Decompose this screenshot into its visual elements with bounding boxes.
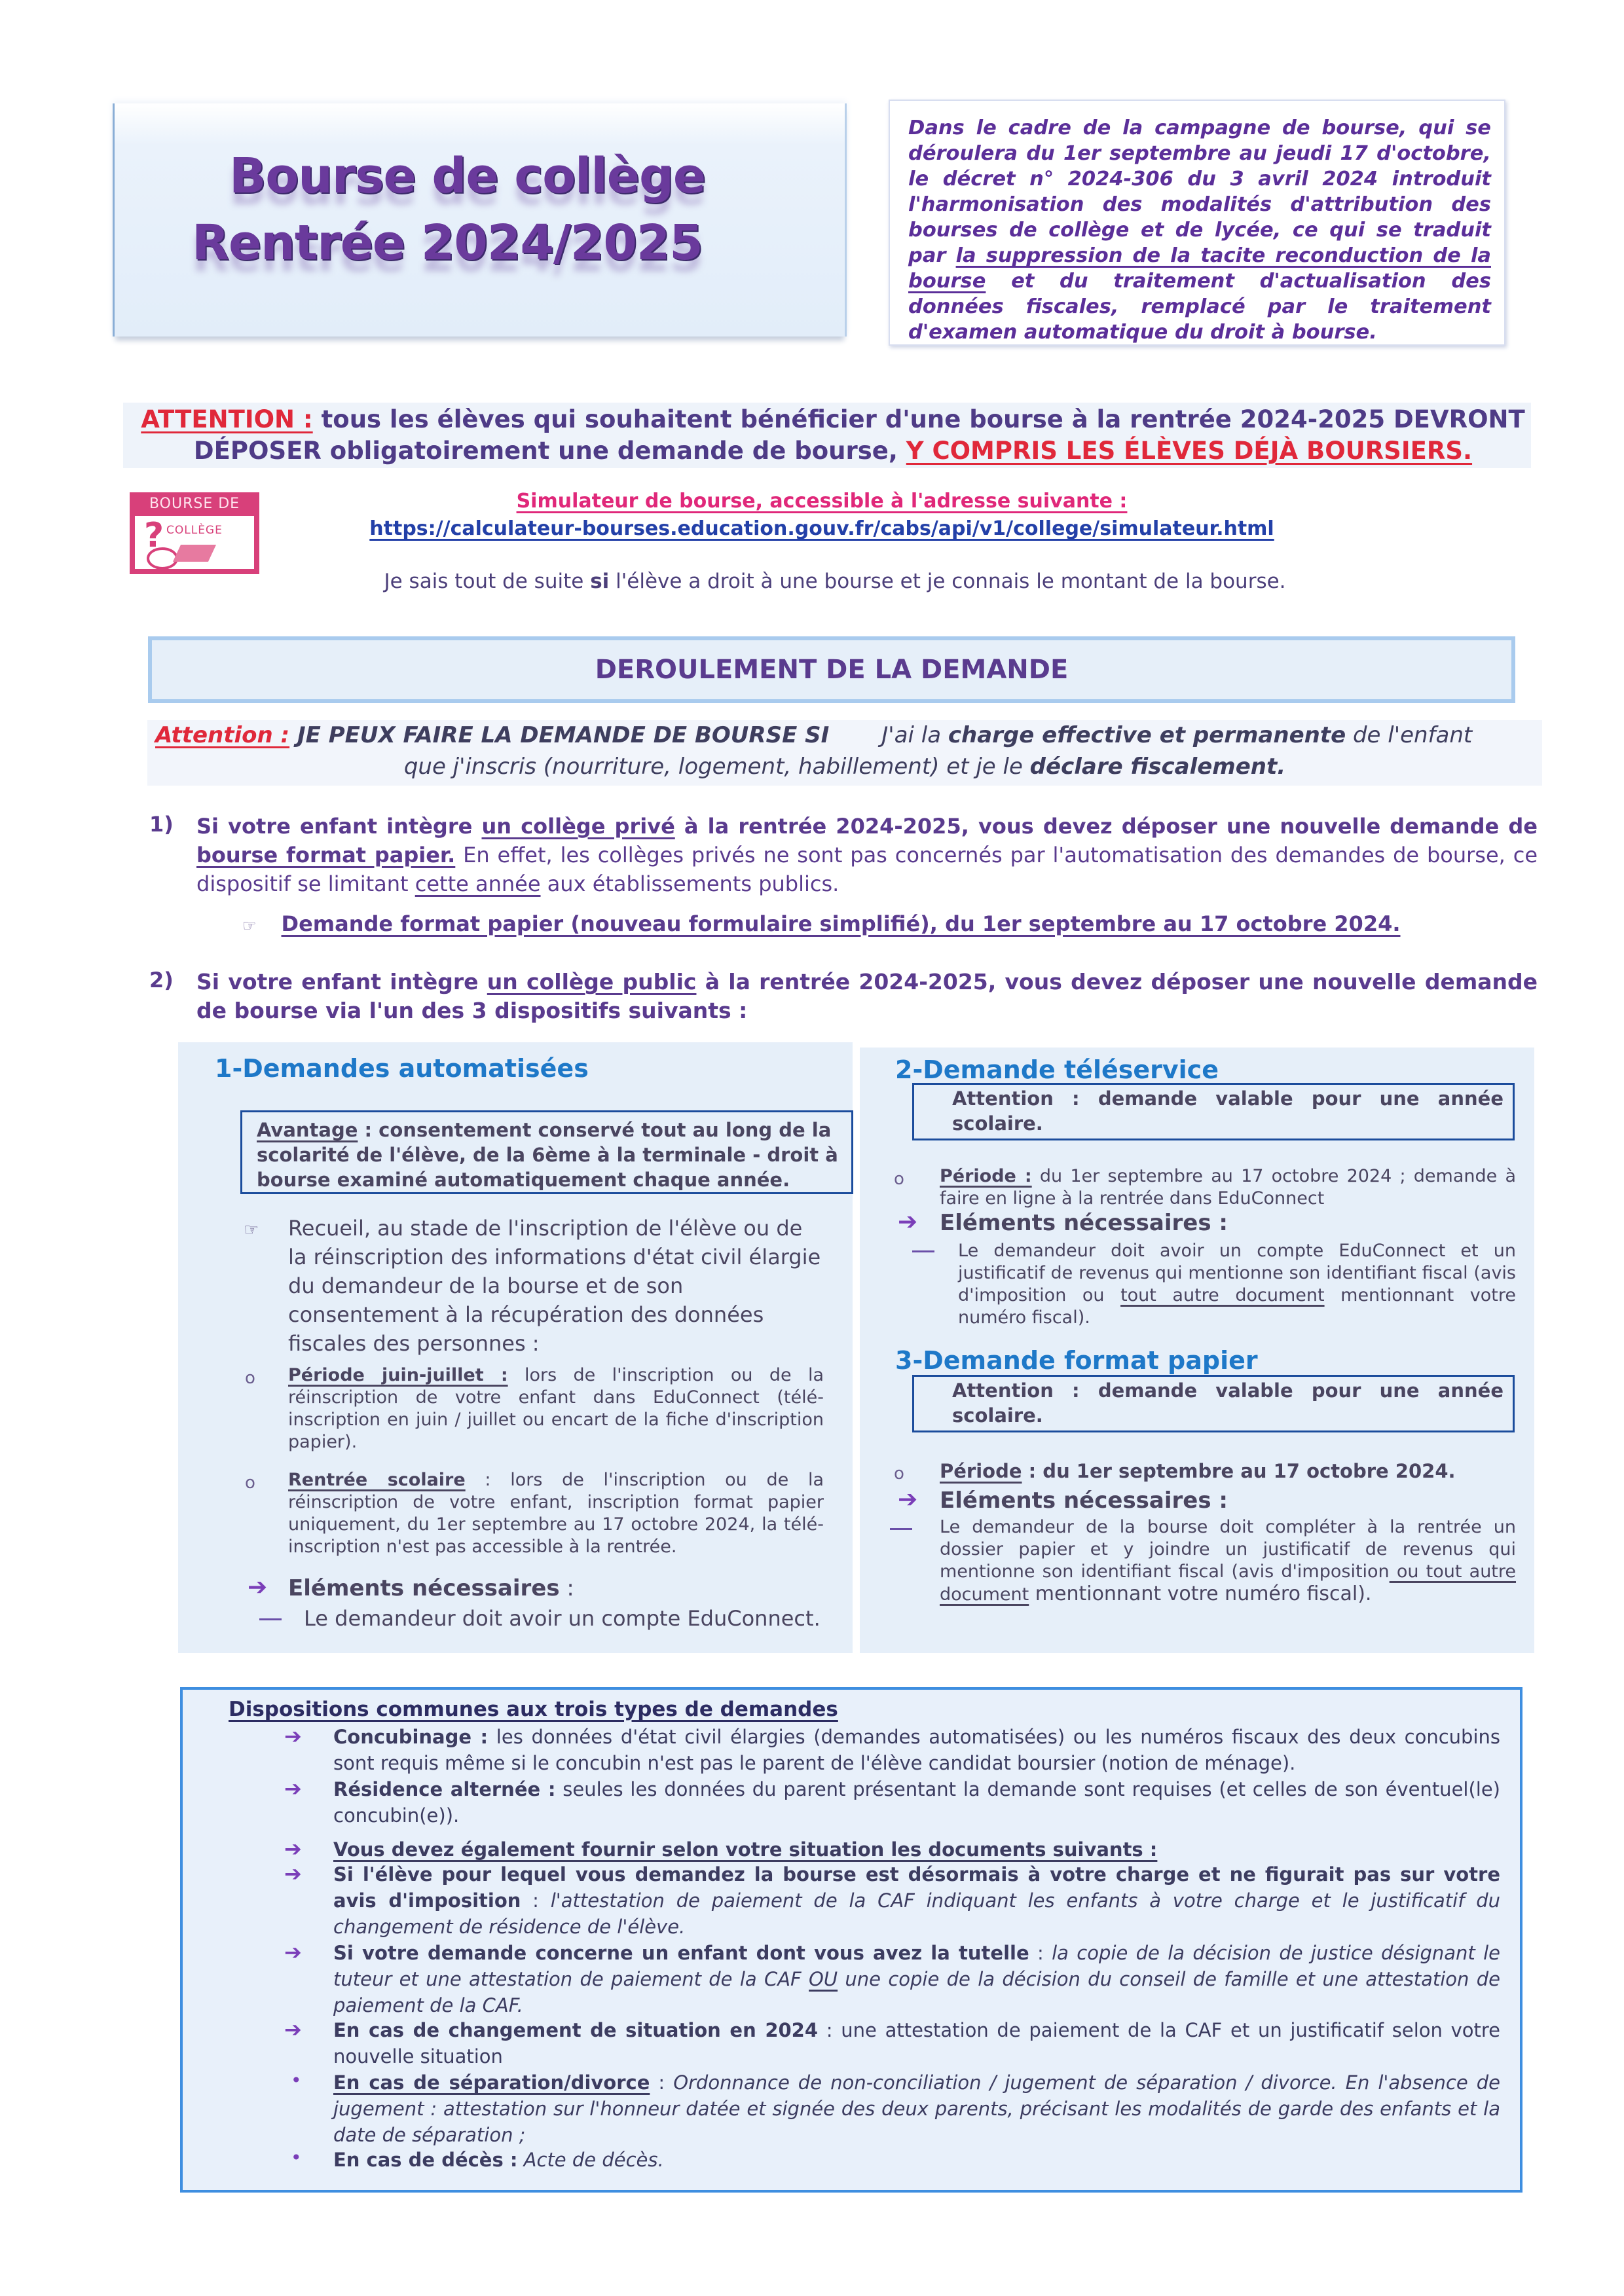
deces-label: En cas de décès : xyxy=(333,2149,518,2171)
common-provisions-box xyxy=(180,1687,1522,2193)
item-body xyxy=(196,968,1538,1025)
tutelle-text-a: la copie de la décision de justice désignant le tuteur et une attestation de paiement de la CAF xyxy=(333,1942,1501,1990)
graduation-cap-icon xyxy=(173,545,216,562)
bullet-icon: • xyxy=(291,2069,302,2091)
charge-label: Si l'élève pour lequel vous demandez la bourse est désormais à votre charge et ne figurait pas sur votre avis d'imposition xyxy=(333,1863,1500,1912)
tutelle-colon: : xyxy=(1029,1942,1052,1964)
online-elements-u: tout autre document xyxy=(1120,1285,1325,1305)
question-mark-icon: ? xyxy=(144,516,164,555)
concubinage-text: les données d'état civil élargies (demandes automatisées) ou les numéros fiscaux des deux concubins sont requis même si le concubin n'est pas le parent de l'élève candidat boursier (notion de ménage). xyxy=(333,1726,1500,1774)
arrow-right-icon: ➔ xyxy=(284,1836,302,1861)
documents-title: Vous devez également fournir selon votre situation les documents suivants : xyxy=(333,1838,1158,1861)
circle-bullet-icon: o xyxy=(245,1473,255,1493)
changement-label: En cas de changement de situation en 2024 xyxy=(333,2019,819,2041)
paper-request-title: 3-Demande format papier xyxy=(895,1346,1258,1375)
item2-b: un collège public xyxy=(487,969,697,994)
title-box xyxy=(113,103,847,337)
arrow-right-icon: ➔ xyxy=(284,1861,302,1886)
tutelle-text-b: une copie de la décision du conseil de famille et une attestation de paiement de la CAF. xyxy=(333,1968,1500,2016)
intro-box xyxy=(889,100,1505,346)
arrow-right-icon: ➔ xyxy=(284,1776,302,1801)
circle-bullet-icon: o xyxy=(894,1464,904,1484)
paper-request-text: Demande format papier (nouveau formulaire simplifié), du 1er septembre au 17 octobre 2024. xyxy=(281,911,1401,936)
provision-residence xyxy=(333,1776,1500,1829)
item2-c: à la rentrée 2024-2025, vous devez déposer une nouvelle demande de bourse via l'un des 3 dispositifs suivants : xyxy=(196,969,1538,1023)
item1-f: cette année xyxy=(415,871,541,896)
arrow-right-icon: ➔ xyxy=(284,2017,302,2042)
online-period-text: du 1er septembre au 17 octobre 2024 ; demande à faire en ligne à la rentrée dans EduConnect xyxy=(940,1166,1516,1209)
separation-label: En cas de séparation/divorce xyxy=(333,2071,650,2094)
advantage-box xyxy=(240,1110,853,1194)
bullet-icon: • xyxy=(291,2147,302,2168)
period-june-july xyxy=(288,1364,824,1453)
condition-line-2 xyxy=(147,752,1542,782)
arrow-right-icon: ➔ xyxy=(284,1724,302,1749)
online-period xyxy=(940,1165,1516,1210)
simulator-link[interactable]: https://calculateur-bourses.education.gouv.fr/cabs/api/v1/college/simulateur.html xyxy=(369,517,1274,540)
paper-period-text: : du 1er septembre au 17 octobre 2024. xyxy=(1022,1460,1456,1482)
online-attention-box: Attention : demande valable pour une année scolaire. xyxy=(912,1083,1515,1140)
intro-text-emphasis: la suppression de la tacite reconduction de la bourse xyxy=(908,244,1491,293)
pointing-hand-icon: ☞ xyxy=(242,917,257,935)
online-elements-title: Eléments nécessaires : xyxy=(940,1210,1228,1236)
simulator-note-start: Je sais tout de suite xyxy=(384,570,591,593)
period-back-to-school-label: Rentrée scolaire xyxy=(288,1470,466,1490)
charge-text: l'attestation de paiement de la CAF indiquant les enfants à votre charge et le justificatif du changement de résidence de l'élève. xyxy=(333,1889,1500,1938)
charge-colon: : xyxy=(521,1889,551,1912)
simulator-title: Simulateur de bourse, accessible à l'adresse suivante : xyxy=(516,490,1128,513)
paper-period xyxy=(940,1460,1516,1482)
dash-icon xyxy=(912,1250,934,1252)
condition-attention-label: Attention : xyxy=(155,722,290,748)
arrow-right-icon: ➔ xyxy=(284,1940,302,1965)
list-item-private-college xyxy=(149,812,1538,898)
paper-elements-text xyxy=(940,1516,1516,1606)
item1-a: Si votre enfant intègre xyxy=(196,814,482,839)
condition-text-c: de l'enfant xyxy=(1346,722,1473,748)
online-elements-a: Le demandeur doit avoir un compte EduConnect et un justificatif de revenus qui mentionne son identifiant fiscal (avis d'imposition ou xyxy=(958,1241,1516,1305)
automated-requests-title: 1-Demandes automatisées xyxy=(215,1054,589,1083)
advantage-label: Avantage xyxy=(257,1119,358,1141)
item-number: 2) xyxy=(149,968,174,993)
provision-changement xyxy=(333,2017,1500,2069)
provision-concubinage xyxy=(333,1724,1500,1776)
period-back-to-school xyxy=(288,1469,824,1558)
period-june-july-label: Période juin-juillet : xyxy=(288,1365,508,1385)
logo-top-text: BOURSE DE xyxy=(149,496,240,512)
required-elements-colon: : xyxy=(559,1575,574,1601)
coins-icon xyxy=(147,547,178,570)
period-back-to-school-text: : lors de l'inscription ou de la réinscription de votre enfant, inscription format papier uniquement, du 1er septembre au 17 octobre 2024, la télé-inscription n'est pas accessible à la rentrée. xyxy=(288,1470,824,1557)
document-title: Bourse de collège xyxy=(229,148,706,204)
paper-attention-box: Attention : demande valable pour une année scolaire. xyxy=(912,1375,1515,1432)
intro-text xyxy=(908,115,1491,345)
attention-emphasis: Y COMPRIS LES ÉLÈVES DÉJÀ BOURSIERS. xyxy=(906,437,1473,465)
intro-text-start: Dans le cadre de la campagne de bourse, qui se déroulera du 1er septembre au jeudi 17 d'octobre, le décret n° 2024-306 du 3 avril 2024 introduit l'harmonisation des modalités d'attribution des bourses de collège et de lycée, ce qui se traduit par xyxy=(908,117,1491,267)
paper-period-label: Période xyxy=(940,1460,1022,1482)
eligibility-condition xyxy=(147,720,1542,786)
attention-label: ATTENTION : xyxy=(141,405,313,433)
arrow-right-icon: ➔ xyxy=(898,1486,918,1513)
attention-banner xyxy=(123,403,1531,468)
provision-deces xyxy=(333,2147,1500,2173)
paper-elements-title: Eléments nécessaires : xyxy=(940,1487,1228,1514)
condition-text-a: J'ai la xyxy=(881,722,948,748)
document-subtitle: Rentrée 2024/2025 xyxy=(192,215,703,271)
item1-b: un collège privé xyxy=(481,814,675,839)
tutelle-label: Si votre demande concerne un enfant dont vous avez la tutelle xyxy=(333,1942,1029,1964)
advantage-text: : consentement conservé tout au long de la scolarité de l'élève, de la 6ème à la terminale - droit à bourse examiné automatiquement chaque année. xyxy=(257,1119,838,1191)
online-elements-text xyxy=(958,1240,1516,1329)
condition-text-e: déclare fiscalement. xyxy=(1029,754,1286,780)
simulator-link-wrap xyxy=(0,517,1624,540)
item-body xyxy=(196,812,1538,898)
residence-label: Résidence alternée : xyxy=(333,1778,556,1800)
online-request-panel xyxy=(860,1048,1534,1653)
item1-c: à la rentrée 2024-2025, vous devez déposer une nouvelle demande de xyxy=(674,814,1538,839)
provision-charge xyxy=(333,1861,1500,1940)
recueil-text: Recueil, au stade de l'inscription de l'élève ou de la réinscription des informations d'état civil élargie du demandeur de la bourse et de son consentement à la récupération des données fiscales des personnes : xyxy=(288,1216,821,1356)
attention-text xyxy=(135,404,1531,467)
pointing-hand-icon: ☞ xyxy=(244,1220,259,1240)
logo-bottom-text: COLLÈGE xyxy=(166,524,223,537)
required-elements-text: Le demandeur doit avoir un compte EduConnect. xyxy=(304,1606,821,1631)
separation-colon: : xyxy=(650,2071,674,2094)
simulator-note-end: l'élève a droit à une bourse et je connais le montant de la bourse. xyxy=(609,570,1286,593)
condition-text-d: que j'inscris (nourriture, logement, habillement) et je le xyxy=(403,754,1030,780)
list-item-public-college xyxy=(149,968,1538,1025)
automated-requests-panel xyxy=(178,1042,853,1653)
concubinage-label: Concubinage : xyxy=(333,1726,489,1748)
condition-caps: JE PEUX FAIRE LA DEMANDE DE BOURSE SI xyxy=(289,722,830,748)
arrow-right-icon: ➔ xyxy=(898,1209,918,1235)
condition-text-b: charge effective et permanente xyxy=(948,722,1346,748)
paper-elements-a: Le demandeur de la bourse doit compléter à la rentrée un dossier papier et y joindre un justificatif de revenus qui mentionne son identifiant fiscal (avis d'imposition xyxy=(940,1517,1516,1582)
item1-g: aux établissements publics. xyxy=(540,871,840,896)
online-elements-b: mentionnant votre numéro fiscal). xyxy=(958,1285,1516,1328)
provision-tutelle xyxy=(333,1940,1500,2018)
simulator-note-bold: si xyxy=(590,570,610,593)
changement-text: : une attestation de paiement de la CAF et un justificatif selon votre nouvelle situation xyxy=(333,2019,1500,2068)
condition-line-1 xyxy=(155,720,1472,750)
residence-text: seules les données du parent présentant la demande sont requises (et celles de son éventuel(le) concubin(e)). xyxy=(333,1778,1500,1827)
paper-elements-b: mentionnant votre numéro fiscal). xyxy=(1029,1582,1372,1605)
arrow-right-icon: ➔ xyxy=(248,1574,268,1601)
item2-a: Si votre enfant intègre xyxy=(196,969,487,994)
paper-request-note xyxy=(242,911,1401,936)
section-header-title: DEROULEMENT DE LA DEMANDE xyxy=(595,655,1069,685)
item1-e: En effet, les collèges privés ne sont pas concernés par l'automatisation des demandes de bourse, ce dispositif se limitant xyxy=(196,843,1538,896)
circle-bullet-icon: o xyxy=(894,1169,904,1189)
item1-d: bourse format papier. xyxy=(196,843,456,867)
circle-bullet-icon: o xyxy=(245,1368,255,1388)
period-june-july-text: lors de l'inscription ou de la réinscription de votre enfant dans EduConnect (télé-inscription en juin / juillet ou encart de la fiche d'inscription papier). xyxy=(288,1365,824,1452)
dash-icon xyxy=(890,1528,912,1530)
required-elements-label: Eléments nécessaires xyxy=(288,1575,560,1601)
common-provisions-title: Dispositions communes aux trois types de demandes xyxy=(229,1698,838,1721)
separation-text: Ordonnance de non-conciliation / jugement de séparation / divorce. En l'absence de jugement : attestation sur l'honneur datée et signée des deux parents, précisant les modalités de garde des enfants et la date de séparation ; xyxy=(333,2071,1500,2146)
deces-text: Acte de décès. xyxy=(517,2149,664,2171)
simulator-note xyxy=(0,570,1624,593)
attention-body: tous les élèves qui souhaitent bénéficier d'une bourse à la rentrée 2024-2025 DEVRONT DÉPOSER obligatoirement une demande de bourse, xyxy=(193,405,1525,465)
required-elements-title xyxy=(288,1575,574,1601)
paper-elements-u: ou tout autre document xyxy=(940,1561,1517,1605)
provision-separation xyxy=(333,2069,1500,2148)
dash-icon xyxy=(259,1618,282,1620)
online-request-title: 2-Demande téléservice xyxy=(895,1055,1219,1084)
online-period-label: Période : xyxy=(940,1166,1032,1186)
section-header-box xyxy=(148,636,1515,703)
item-number: 1) xyxy=(149,812,174,837)
intro-text-end: et du traitement d'actualisation des données fiscales, remplacé par le traitement d'examen automatique du droit à bourse. xyxy=(908,270,1491,344)
tutelle-ou: OU xyxy=(809,1968,838,1990)
